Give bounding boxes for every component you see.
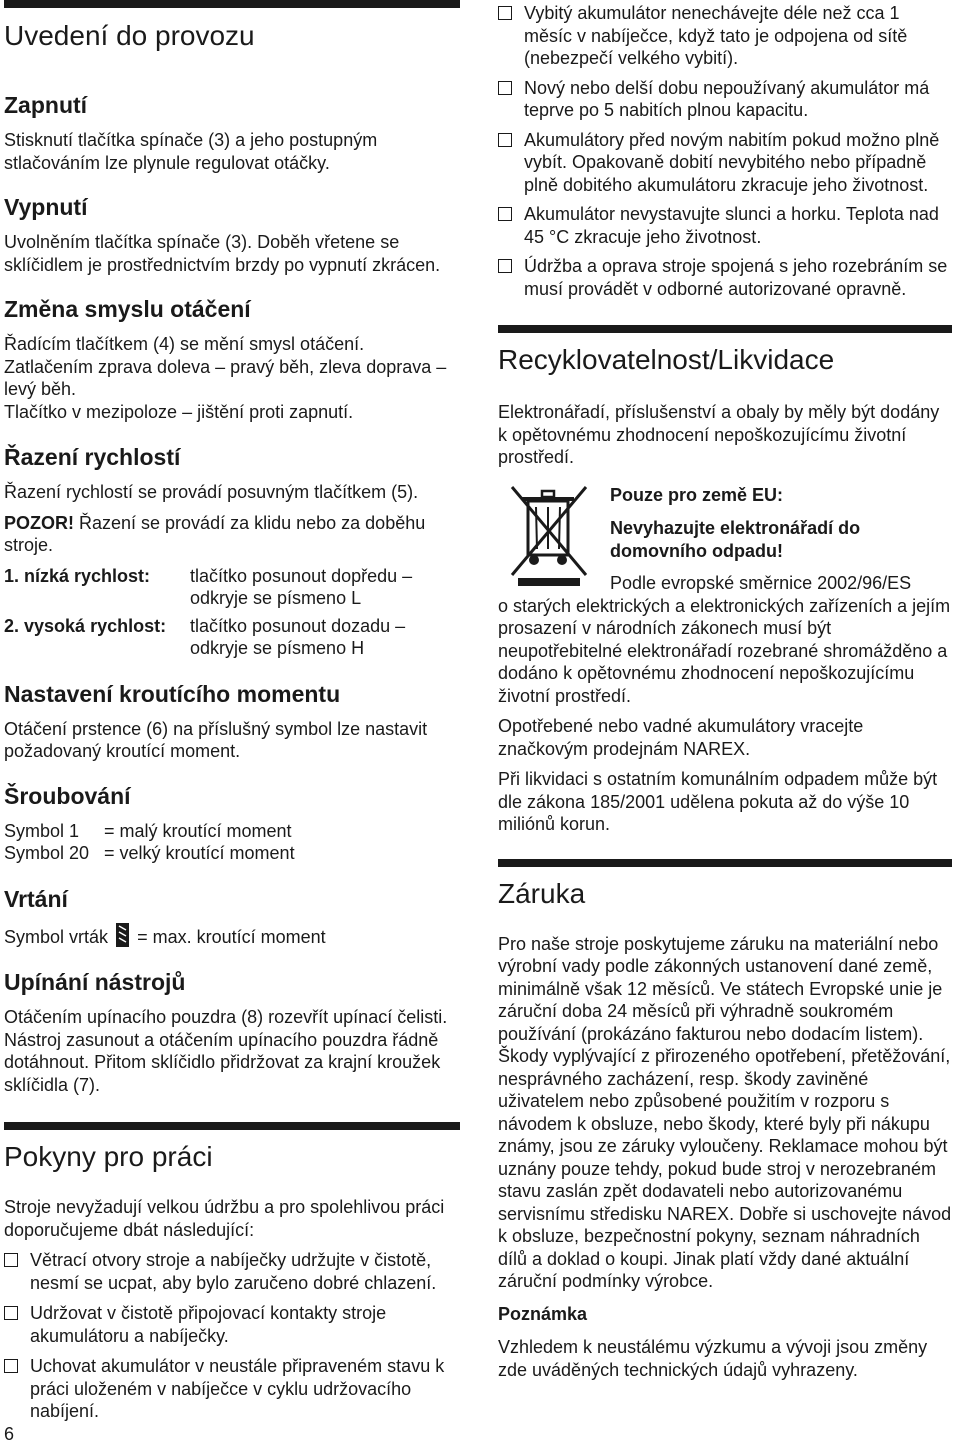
crossed-bin-icon — [506, 481, 592, 587]
right-column — [498, 0, 952, 1381]
symbol-text: = malý kroutící moment — [104, 820, 292, 841]
heading-upinani: Upínání nástrojů — [4, 969, 186, 995]
left-column — [4, 0, 460, 1423]
speed-text: tlačítko posunout dozadu – odkryje se písmeno H — [190, 615, 406, 658]
checkbox-icon — [498, 255, 524, 300]
list-item — [4, 1302, 460, 1347]
checkbox-icon — [498, 203, 524, 248]
checkbox-icon — [4, 1355, 30, 1423]
list-item — [498, 255, 952, 300]
symbol-label: Symbol 20 — [4, 843, 90, 863]
list-item-text: Vybitý akumulátor nenechávejte déle než cca 1 měsíc v nabíječce, když tato je odpojena od sítě (nebezpečí velkého vybití). — [524, 3, 908, 68]
heading-razeni: Řazení rychlostí — [4, 444, 181, 470]
list-item-text: Udržovat v čistotě připojovací kontakty stroje akumulátoru a nabíječky. — [30, 1303, 387, 1346]
paragraph — [4, 923, 460, 949]
speed-1 — [4, 565, 460, 610]
checkbox-icon — [4, 1302, 30, 1347]
checklist — [498, 2, 952, 300]
list-item-text: Akumulátor nevystavujte slunci a horku. Teplota nad 45 °C zkracuje jeho životnost. — [524, 204, 939, 247]
checkbox-icon — [498, 2, 524, 70]
list-item — [4, 1249, 460, 1294]
symbol-text: = velký kroutící moment — [104, 843, 295, 863]
paragraph: Stisknutí tlačítka spínače (3) a jeho postupným stlačováním lze plynule regulovat otáčky. — [4, 130, 378, 173]
list-item — [4, 1355, 460, 1423]
list-item — [498, 203, 952, 248]
checkbox-icon — [4, 1249, 30, 1294]
list-item — [498, 2, 952, 70]
speed-label: 1. nízká rychlost: — [4, 565, 151, 586]
paragraph: Uvolněním tlačítka spínače (3). Doběh vřetene se sklíčidlem je prostřednictvím brzdy po vypnutí zkrácen. — [4, 232, 441, 275]
drill-symbol-text: Symbol vrták — [4, 926, 109, 947]
page-number: 6 — [4, 1424, 15, 1444]
paragraph: Řadícím tlačítkem (4) se mění smysl otáčení. — [4, 334, 365, 354]
heading-vrtani: Vrtání — [4, 885, 68, 912]
section-title: Recyklovatelnost/Likvidace — [498, 344, 835, 375]
eu-heading: Pouze pro země EU: — [610, 484, 784, 505]
paragraph: Pro naše stroje poskytujeme záruku na materiální nebo výrobní vady podle zákonných ustanovení dané země, minimálně však 12 měsíců. Ve státech Evropské unie je záruční doba 24 měsíců při výhradně soukromém používání (prokázáno fakturou nebo dodacím listem). Škody vyplývající z přirozeného opotřebení, přetěžování, nesprávného zacházení, resp. škody zaviněné uživatelem nebo způsobené použitím v rozporu s návodem k obsluze, nebo škody, které byly při nákupu známy, jsou ze záruky vyloučeny. Reklamace mohou být uznány pouze tehdy, pokud bude stroj v nerozebraném stavu zaslán zpět dodavateli nebo autorizovanému servisnímu středisku NAREX. Dobře si uschovejte návod k obsluze, bezpečnostní pokyny, seznam náhradních dílů a doklad o koupi. Jinak platí vždy dané aktuální záruční podmínky výrobce. — [498, 933, 952, 1291]
list-item — [498, 129, 952, 197]
paragraph: Stroje nevyžadují velkou údržbu a pro spolehlivou práci doporučujeme dbát následující: — [4, 1197, 445, 1240]
heading-zapnuti: Zapnutí — [4, 92, 88, 118]
section-rule — [4, 0, 460, 8]
drill-symbol-meaning: = max. kroutící moment — [137, 926, 326, 947]
checkbox-icon — [498, 129, 524, 197]
list-item-text: Akumulátory před novým nabitím pokud možno plně vybít. Opakovaně dobití nevybitého nebo případně plně dobitého akumulátoru zkracuje jeho životnost. — [524, 129, 940, 195]
paragraph: Při likvidaci s ostatním komunálním odpadem může být dle zákona 185/2001 udělena pokuta až do výše 10 miliónů korun. — [498, 769, 938, 834]
directive-first-line: Podle evropské směrnice 2002/96/ES — [610, 573, 912, 593]
section-title: Pokyny pro práci — [4, 1141, 213, 1172]
weee-block — [498, 481, 952, 597]
list-item — [498, 77, 952, 122]
warning-text: Nevyhazujte elektronářadí do domovního odpadu! — [610, 518, 861, 561]
warning-text: Řazení se provádí za klidu nebo za doběhu stroje. — [4, 512, 426, 555]
note-heading: Poznámka — [498, 1303, 588, 1324]
speed-2 — [4, 615, 460, 660]
heading-vypnuti: Vypnutí — [4, 194, 88, 220]
section-rule — [498, 859, 952, 867]
warning-paragraph — [4, 512, 460, 557]
speed-label: 2. vysoká rychlost: — [4, 615, 167, 636]
paragraph: Otáčením upínacího pouzdra (8) rozevřít upínací čelisti. Nástroj zasunout a otáčením upínacího pouzdra řádně dotáhnout. Přitom sklíčidlo přidržovat za krajní kroužek sklíčidla (7). — [4, 1007, 448, 1095]
checkbox-icon — [498, 77, 524, 122]
speed-text: tlačítko posunout dopředu – odkryje se písmeno L — [190, 565, 413, 608]
paragraph: Vzhledem k neustálému výzkumu a vývoji jsou změny zde uváděných technických údajů vyhrazeny. — [498, 1337, 928, 1380]
drill-icon — [116, 923, 129, 947]
symbol-label: Symbol 1 — [4, 820, 80, 841]
section-rule — [498, 325, 952, 333]
paragraph: Řazení rychlostí se provádí posuvným tlačítkem (5). — [4, 482, 419, 502]
section-title: Záruka — [498, 877, 586, 909]
paragraph: Tlačítko v mezipoloze – jištění proti zapnutí. — [4, 401, 354, 422]
checklist — [4, 1249, 460, 1423]
heading-moment: Nastavení kroutícího momentu — [4, 680, 341, 707]
list-item-text: Nový nebo delší dobu nepoužívaný akumulátor má teprve po 5 nabitích plnou kapacitu. — [524, 77, 930, 120]
symbol-20 — [4, 842, 460, 865]
list-item-text: Větrací otvory stroje a nabíječky udržujte v čistotě, nesmí se ucpat, aby bylo zaručeno dobré chlazení. — [30, 1250, 437, 1293]
paragraph: Otáčení prstence (6) na příslušný symbol lze nastavit požadovaný kroutící moment. — [4, 718, 428, 761]
heading-sroubovani: Šroubování — [4, 782, 131, 809]
weee-notice — [610, 484, 940, 595]
section-rule — [4, 1122, 460, 1130]
paragraph: Opotřebené nebo vadné akumulátory vracejte značkovým prodejnám NAREX. — [498, 716, 864, 759]
list-item-text: Uchovat akumulátor v neustále připraveném stavu k práci uloženém v nabíječce v cyklu udržovacího nabíjení. — [30, 1356, 445, 1421]
paragraph: Zatlačením zprava doleva – pravý běh, zleva doprava – levý běh. — [4, 356, 447, 399]
paragraph: Elektronářadí, příslušenství a obaly by měly být dodány k opětovnému zhodnocení nepoškozujícímu životní prostředí. — [498, 402, 940, 467]
section-title: Uvedení do provozu — [4, 20, 255, 51]
warning-label: POZOR! — [4, 512, 74, 533]
paragraph: o starých elektrických a elektronických zařízeních a jejím prosazení v národních zákonech musí být neupotřebitelné elektronářadí rozebrané shromážděno a dodáno k opětovnému zhodnocení nepoškozujícímu životní prostředí. — [498, 595, 951, 706]
list-item-text: Údržba a oprava stroje spojená s jeho rozebráním se musí provádět v odborné autorizované opravně. — [524, 256, 948, 299]
heading-zmena: Změna smyslu otáčení — [4, 296, 251, 322]
symbol-1 — [4, 820, 460, 843]
